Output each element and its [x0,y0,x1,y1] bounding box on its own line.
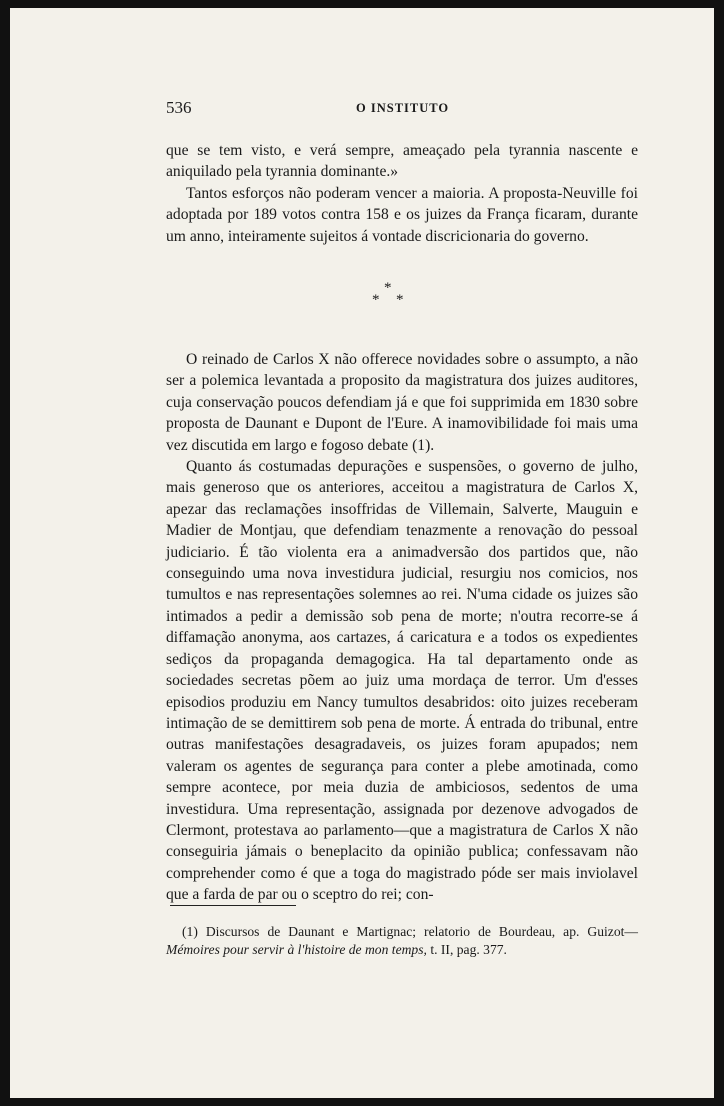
paragraph: Tantos esforços não poderam vencer a maioria. A proposta-Neuville foi adoptada por 189 votos contra 158 e os juizes da França ficaram, durante um anno, inteiramente sujeitos á vontade discricionaria do governo. [166,184,638,245]
text-block-top [166,140,638,247]
paragraph: Quanto ás costumadas depurações e suspensões, o governo de julho, mais generoso que os anteriores, acceitou a magistratura de Carlos X, apezar das reclamações insoffridas de Villemain, Salverte, Mauguin e Madier de Montjau, que defendiam tenazmente a renovação do pessoal judiciario. É tão violenta era a animadversão dos partidos que, não conseguindo uma nova investidura judicial, resurgiu nos comicios, nos tumultos e nas representações solemnes ao rei. N'uma cidade os juizes são intimados a pedir a demissão sob pena de morte; n'outra recorre-se á diffamação anonyma, aos cartazes, á caricatura e a todos os expedientes sediços da propaganda demagogica. Ha tal departamento onde as sociedades secretas põem ao juiz uma mordaça de terror. Um d'esses episodios produziu em Nancy tumultos desabridos: oito juizes receberam intimação de se demittirem sob pena de morte. Á entrada do tribunal, entre outras manifestações desagradaveis, os juizes foram apupados; nem valeram os agentes de segurança para conter a plebe amotinada, como sempre acontece, por meia duzia de ambiciosos, sedentos de uma investidura. Uma representação, assignada por dezenove advogados de Clermont, protestava ao parlamento—que a magistratura de Carlos X não conseguiria jámais o beneplacito da opinião publica; confessavam não comprehender como é que a toga do magistrado póde ser mais inviolavel que a farda de par ou o sceptro do rei; con- [166,458,638,904]
asterism-divider: * * * [372,280,404,308]
footnote-text: (1) Discursos de Daunant e Martignac; relatorio de Bourdeau, ap. Guizot— [182,924,638,939]
footnote-tail: t. II, pag. 377. [426,942,507,957]
footnote-title: Mémoires pour servir à l'histoire de mon temps, [166,942,427,957]
paragraph: que se tem visto, e verá sempre, ameaçado pela tyrannia nascente e aniquilado pela tyrannia dominante.» [166,142,638,181]
footnote [166,923,638,959]
footnote-rule [170,905,296,906]
page-number: 536 [166,98,192,117]
text-block-main [166,349,638,906]
running-title: O INSTITUTO [356,101,450,115]
page-header [166,98,636,122]
book-page [10,8,714,1098]
paragraph: O reinado de Carlos X não offerece novidades sobre o assumpto, a não ser a polemica levantada a proposito da magistratura dos juizes auditores, cuja conservação poucos defendiam já e que foi supprimida em 1830 sobre proposta de Daunant e Dupont de l'Eure. A inamovibilidade foi mais uma vez discutida em largo e fogoso debate (1). [166,351,638,454]
